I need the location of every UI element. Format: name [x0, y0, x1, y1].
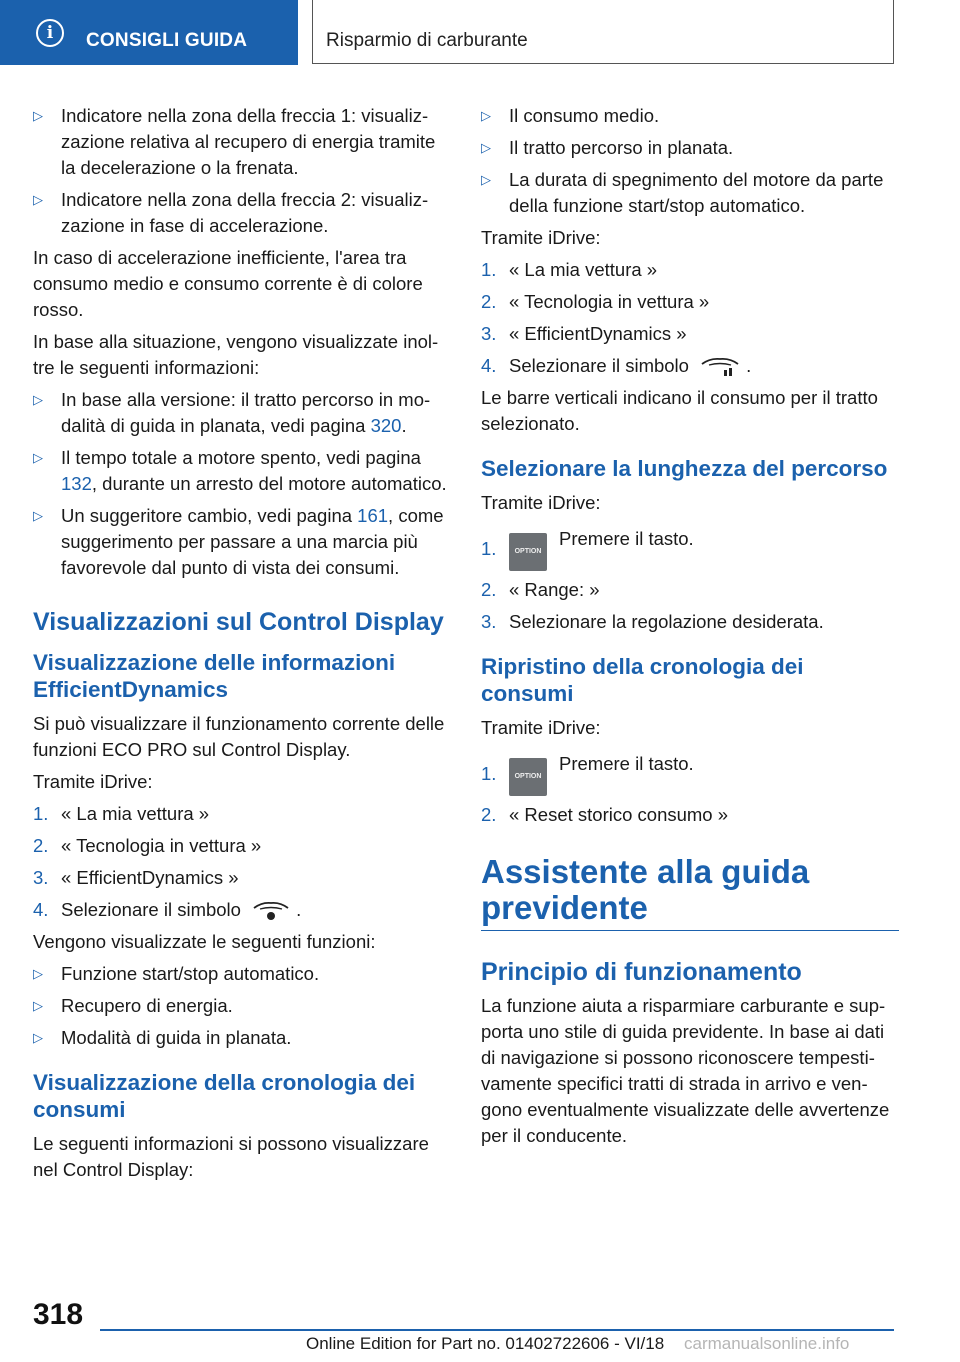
list-item: ▷ Indicatore nella zona della freccia 2: visualizzazione in fase di accelerazione. — [33, 189, 429, 236]
list-item: ▷ Recupero di energia. — [33, 993, 451, 1019]
bullet-list — [33, 103, 451, 239]
list-item: 3. Selezionare la regolazione desiderata. — [481, 611, 824, 632]
triangle-bullet-icon: ▷ — [481, 172, 491, 187]
section-title: Risparmio di carburante — [326, 30, 528, 51]
list-item: 1. OPTIONPremere il tasto. — [481, 526, 899, 571]
right-column — [481, 103, 899, 1155]
paragraph: In caso di accelerazione inefficiente, l'area tra consumo medio e consumo corrente è di colore rosso. — [33, 247, 423, 320]
section-heading: Principio di funzionamento — [481, 958, 802, 986]
info-icon: i — [36, 19, 64, 47]
footer-edition: Online Edition for Part no. 01402722606 - VI/18 — [306, 1334, 665, 1353]
list-item: 3. « EfficientDynamics » — [33, 867, 239, 888]
list-item: 2. « Reset storico consumo » — [481, 804, 729, 825]
page-link[interactable]: 320 — [370, 415, 402, 436]
header-tab — [0, 0, 298, 65]
subsection-heading: Ripristino della cronologia dei consumi — [481, 654, 804, 706]
footer-divider — [100, 1329, 894, 1331]
page-number: 318 — [33, 1298, 84, 1331]
consumption-history-icon — [700, 356, 740, 378]
list-item: 2. « Tecnologia in vettura » — [481, 291, 710, 312]
list-item: 2. « Tecnologia in vettura » — [33, 835, 262, 856]
footer-watermark: carmanualsonline.info — [684, 1334, 850, 1353]
list-item: 1. « La mia vettura » — [481, 259, 658, 280]
triangle-bullet-icon: ▷ — [481, 108, 491, 123]
paragraph: In base alla situazione, vengono visualizzate inoltre le seguenti informazioni: — [33, 331, 439, 378]
header-tab-label: CONSIGLI GUIDA — [86, 30, 248, 51]
list-item: 4. Selezionare il simbolo . — [33, 897, 451, 923]
triangle-bullet-icon: ▷ — [33, 966, 43, 981]
numbered-list — [481, 257, 899, 379]
paragraph: Si può visualizzare il funzionamento corrente delle funzioni ECO PRO sul Control Display. — [33, 713, 445, 760]
list-item: 1. OPTIONPremere il tasto. — [481, 751, 899, 796]
paragraph: Tramite iDrive: — [33, 771, 153, 792]
bullet-list — [481, 103, 899, 219]
triangle-bullet-icon: ▷ — [33, 192, 43, 207]
chapter-heading: Assistente alla guida previdente — [481, 854, 899, 931]
triangle-bullet-icon: ▷ — [33, 998, 43, 1013]
list-item: ▷ Il consumo medio. — [481, 103, 899, 129]
list-item: ▷ Un suggeritore cambio, vedi pagina 161, come suggerimento per passare a una marcia più favorevole dal punto di vista dei consumi. — [33, 505, 444, 578]
option-button-icon: OPTION — [509, 758, 547, 796]
triangle-bullet-icon: ▷ — [481, 140, 491, 155]
subsection-heading: Visualizzazione della cronologia dei consumi — [33, 1070, 416, 1122]
list-item: 4. Selezionare il simbolo . — [481, 353, 899, 379]
list-item: 2. « Range: » — [481, 579, 600, 600]
paragraph: Tramite iDrive: — [481, 227, 601, 248]
page-link[interactable]: 132 — [61, 473, 92, 494]
list-item: ▷ Funzione start/stop automatico. — [33, 961, 451, 987]
list-item: ▷ La durata di spegnimento del motore da parte della funzione start/stop automatico. — [481, 169, 884, 216]
list-item: 1. « La mia vettura » — [33, 803, 210, 824]
efficiency-car-icon — [252, 900, 290, 922]
list-item: ▷ In base alla versione: il tratto percorso in modalità di guida in planata, vedi pagina 320. — [33, 389, 431, 436]
bullet-list — [33, 961, 451, 1051]
triangle-bullet-icon: ▷ — [33, 392, 43, 407]
paragraph: La funzione aiuta a risparmiare carburante e supporta uno stile di guida previdente. In base ai dati di navigazione si possono riconoscere tempestivamente specifici tratti di strada in arrivo e vengono eventualmente visualizzate delle avvertenze per il conducente. — [481, 995, 890, 1146]
paragraph: Tramite iDrive: — [481, 492, 601, 513]
section-heading: Visualizzazioni sul Control Display — [33, 608, 444, 636]
triangle-bullet-icon: ▷ — [33, 108, 43, 123]
numbered-list — [481, 751, 899, 828]
paragraph: Le barre verticali indicano il consumo per il tratto selezionato. — [481, 387, 878, 434]
left-column — [33, 103, 451, 1189]
list-item: ▷ Il tempo totale a motore spento, vedi pagina 132, durante un arresto del motore automatico. — [33, 447, 447, 494]
bullet-list — [33, 387, 451, 581]
numbered-list — [481, 526, 899, 635]
subsection-heading: Selezionare la lunghezza del percorso — [481, 456, 888, 481]
list-item: ▷ Il tratto percorso in planata. — [481, 135, 899, 161]
list-item: ▷ Modalità di guida in planata. — [33, 1025, 451, 1051]
triangle-bullet-icon: ▷ — [33, 1030, 43, 1045]
subsection-heading: Visualizzazione delle informazioni EfficientDynamics — [33, 650, 396, 702]
paragraph: Le seguenti informazioni si possono visualizzare nel Control Display: — [33, 1133, 429, 1180]
numbered-list — [33, 801, 451, 923]
paragraph: Vengono visualizzate le seguenti funzioni: — [33, 931, 376, 952]
paragraph: Tramite iDrive: — [481, 717, 601, 738]
triangle-bullet-icon: ▷ — [33, 508, 43, 523]
page-link[interactable]: 161 — [357, 505, 389, 526]
triangle-bullet-icon: ▷ — [33, 450, 43, 465]
option-button-icon: OPTION — [509, 533, 547, 571]
list-item: 3. « EfficientDynamics » — [481, 323, 687, 344]
list-item: ▷ Indicatore nella zona della freccia 1: visualizzazione relativa al recupero di energia tramite la decelerazione o la frenata. — [33, 105, 436, 178]
